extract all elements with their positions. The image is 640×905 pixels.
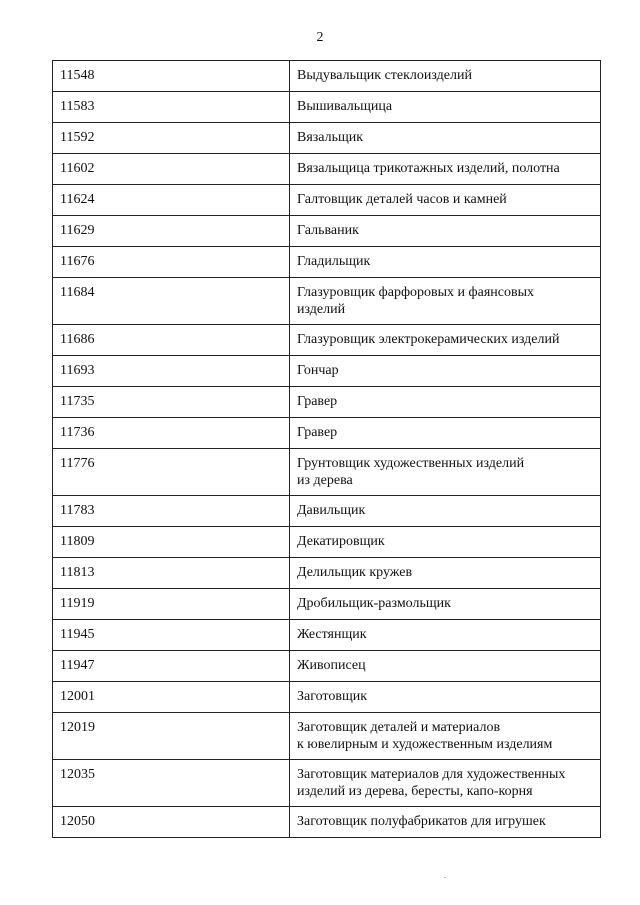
table-row <box>53 92 601 123</box>
code-cell: 11684 <box>53 278 290 325</box>
profession-name-cell: Грунтовщик художественных изделий из дерева <box>290 449 601 496</box>
profession-name-cell: Жестянщик <box>290 620 601 651</box>
profession-name-cell: Глазуровщик электрокерамических изделий <box>290 325 601 356</box>
table-row <box>53 418 601 449</box>
code-cell: 11592 <box>53 123 290 154</box>
code-cell: 12001 <box>53 682 290 713</box>
table-row <box>53 589 601 620</box>
profession-name-cell: Заготовщик деталей и материалов к ювелирным и художественным изделиям <box>290 713 601 760</box>
table-row <box>53 449 601 496</box>
table-row <box>53 387 601 418</box>
code-cell: 11809 <box>53 527 290 558</box>
code-cell: 11783 <box>53 496 290 527</box>
profession-name-cell: Гончар <box>290 356 601 387</box>
profession-name-cell: Гладильщик <box>290 247 601 278</box>
code-cell: 12035 <box>53 760 290 807</box>
table-row <box>53 527 601 558</box>
table-row <box>53 247 601 278</box>
table-row <box>53 620 601 651</box>
table-row <box>53 713 601 760</box>
profession-name-cell: Заготовщик материалов для художественных изделий из дерева, бересты, капо-корня <box>290 760 601 807</box>
code-cell: 11624 <box>53 185 290 216</box>
table-row <box>53 325 601 356</box>
table-row <box>53 682 601 713</box>
code-cell: 11686 <box>53 325 290 356</box>
code-cell: 11945 <box>53 620 290 651</box>
table-row <box>53 760 601 807</box>
profession-codes-table <box>52 60 601 838</box>
code-cell: 11919 <box>53 589 290 620</box>
table-row <box>53 216 601 247</box>
profession-name-cell: Делильщик кружев <box>290 558 601 589</box>
code-cell: 11693 <box>53 356 290 387</box>
table-row <box>53 123 601 154</box>
table-row <box>53 558 601 589</box>
profession-name-cell: Вязальщица трикотажных изделий, полотна <box>290 154 601 185</box>
code-cell: 12019 <box>53 713 290 760</box>
table-row <box>53 807 601 838</box>
code-cell: 11735 <box>53 387 290 418</box>
profession-name-cell: Декатировщик <box>290 527 601 558</box>
table-row <box>53 496 601 527</box>
profession-name-cell: Вышивальщица <box>290 92 601 123</box>
profession-name-cell: Дробильщик-размольщик <box>290 589 601 620</box>
code-cell: 11548 <box>53 61 290 92</box>
code-cell: 11736 <box>53 418 290 449</box>
code-cell: 11947 <box>53 651 290 682</box>
scan-speck <box>444 877 446 878</box>
profession-name-cell: Живописец <box>290 651 601 682</box>
profession-name-cell: Заготовщик <box>290 682 601 713</box>
code-cell: 11776 <box>53 449 290 496</box>
profession-name-cell: Гальваник <box>290 216 601 247</box>
table-row <box>53 154 601 185</box>
table-row <box>53 278 601 325</box>
code-cell: 11602 <box>53 154 290 185</box>
code-cell: 11676 <box>53 247 290 278</box>
profession-name-cell: Глазуровщик фарфоровых и фаянсовых изделий <box>290 278 601 325</box>
code-cell: 11813 <box>53 558 290 589</box>
table-row <box>53 61 601 92</box>
table-row <box>53 651 601 682</box>
code-cell: 11629 <box>53 216 290 247</box>
profession-name-cell: Гравер <box>290 418 601 449</box>
profession-name-cell: Гравер <box>290 387 601 418</box>
code-cell: 11583 <box>53 92 290 123</box>
page-number: 2 <box>316 30 324 45</box>
profession-name-cell: Галтовщик деталей часов и камней <box>290 185 601 216</box>
profession-name-cell: Давильщик <box>290 496 601 527</box>
profession-name-cell: Выдувальщик стеклоизделий <box>290 61 601 92</box>
profession-name-cell: Заготовщик полуфабрикатов для игрушек <box>290 807 601 838</box>
table-row <box>53 185 601 216</box>
table-row <box>53 356 601 387</box>
code-cell: 12050 <box>53 807 290 838</box>
profession-name-cell: Вязальщик <box>290 123 601 154</box>
